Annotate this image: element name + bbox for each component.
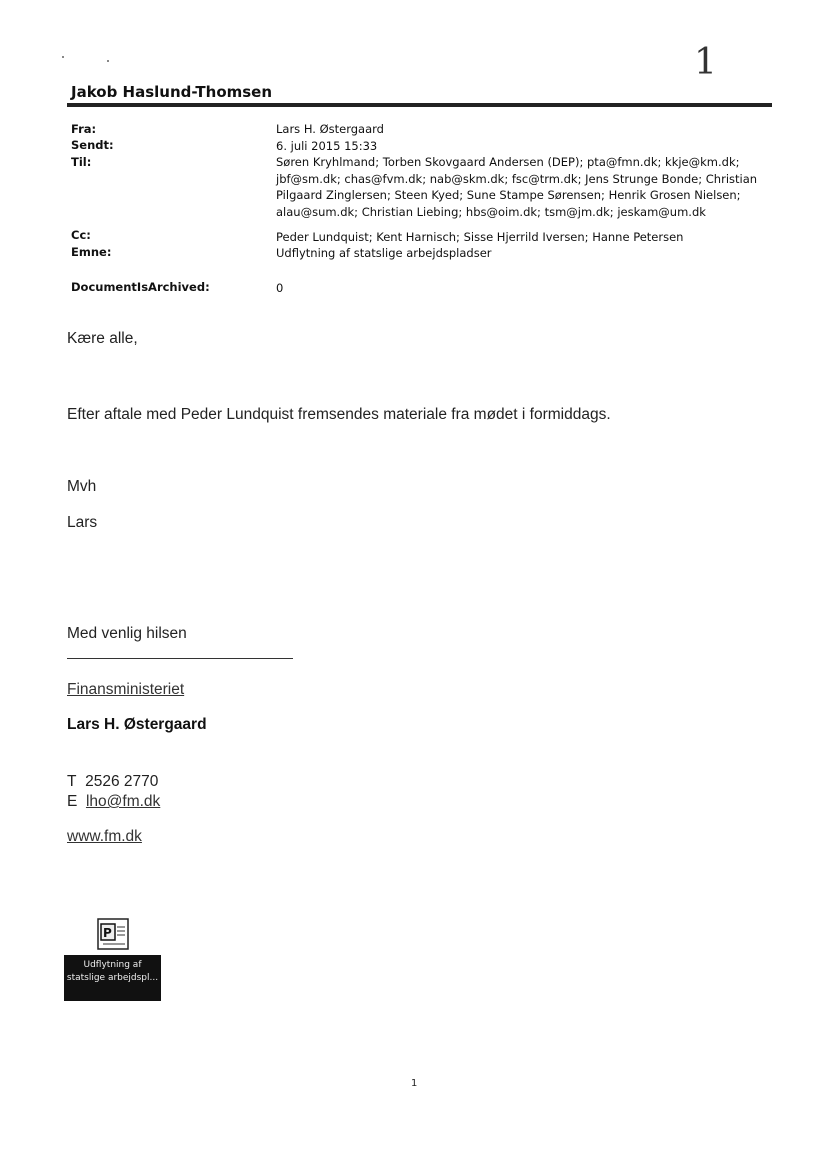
attachment-name-line1: Udflytning af: [83, 960, 142, 970]
phone-label: T: [67, 773, 77, 790]
to-line: jbf@sm.dk; chas@fvm.dk; nab@skm.dk; fsc@trm.dk; Jens Strunge Bonde; Christian: [276, 171, 758, 186]
website-link[interactable]: www.fm.dk: [67, 828, 142, 845]
subject-label: Emne:: [71, 245, 112, 259]
to-line: Pilgaard Zinglersen; Steen Kyed; Sune Stampe Sørensen; Henrik Grosen Nielsen;: [276, 188, 741, 202]
scan-speck: [107, 60, 109, 62]
message-text: Efter aftale med Peder Lundquist fremsendes materiale fra mødet i formiddags.: [67, 406, 611, 423]
sender-first-name: Lars: [67, 514, 98, 531]
header-rule: [67, 103, 772, 107]
powerpoint-file-icon[interactable]: [97, 918, 129, 950]
subject-value: Udflytning af statslige arbejdspladser: [276, 246, 492, 260]
attachment-name-line2: statslige arbejdspl...: [66, 973, 159, 983]
cc-value: Peder Lundquist; Kent Harnisch; Sisse Hjerrild Iversen; Hanne Petersen: [276, 230, 684, 244]
from-label: Fra:: [71, 122, 97, 136]
sent-label: Sendt:: [71, 138, 114, 152]
to-line: Søren Kryhlmand; Torben Skovgaard Andersen (DEP); pta@fmn.dk; kkje@km.dk;: [276, 155, 740, 169]
attachment-label[interactable]: [64, 955, 161, 1001]
mailbox-owner: Jakob Haslund-Thomsen: [71, 83, 273, 101]
to-line: alau@sum.dk; Christian Liebing; hbs@oim.dk; tsm@jm.dk; jeskam@um.dk: [276, 204, 706, 219]
closing: Mvh: [67, 478, 97, 495]
from-value: Lars H. Østergaard: [276, 122, 384, 136]
sent-value: 6. juli 2015 15:33: [276, 139, 378, 153]
page-number: 1: [411, 1078, 418, 1089]
svg-text:P: P: [103, 926, 112, 940]
email-link[interactable]: lho@fm.dk: [85, 793, 161, 810]
contact-block: [67, 772, 160, 812]
email-row: [67, 792, 160, 812]
phone-number: 2526 2770: [85, 773, 159, 790]
phone-row: [67, 772, 160, 792]
organization-link[interactable]: Finansministeriet: [67, 681, 185, 698]
regards: Med venlig hilsen: [67, 625, 187, 642]
cc-label: Cc:: [71, 228, 91, 242]
scan-speck: [62, 56, 64, 58]
archived-value: 0: [276, 281, 284, 295]
handwritten-page-mark: 1: [694, 42, 717, 83]
signature-divider: [67, 658, 293, 659]
sender-full-name: Lars H. Østergaard: [67, 716, 207, 733]
to-recipients: [276, 154, 757, 220]
email-label: E: [67, 793, 78, 810]
to-label: Til:: [71, 155, 92, 169]
archived-label: DocumentIsArchived:: [71, 280, 210, 294]
greeting: Kære alle,: [67, 330, 138, 347]
